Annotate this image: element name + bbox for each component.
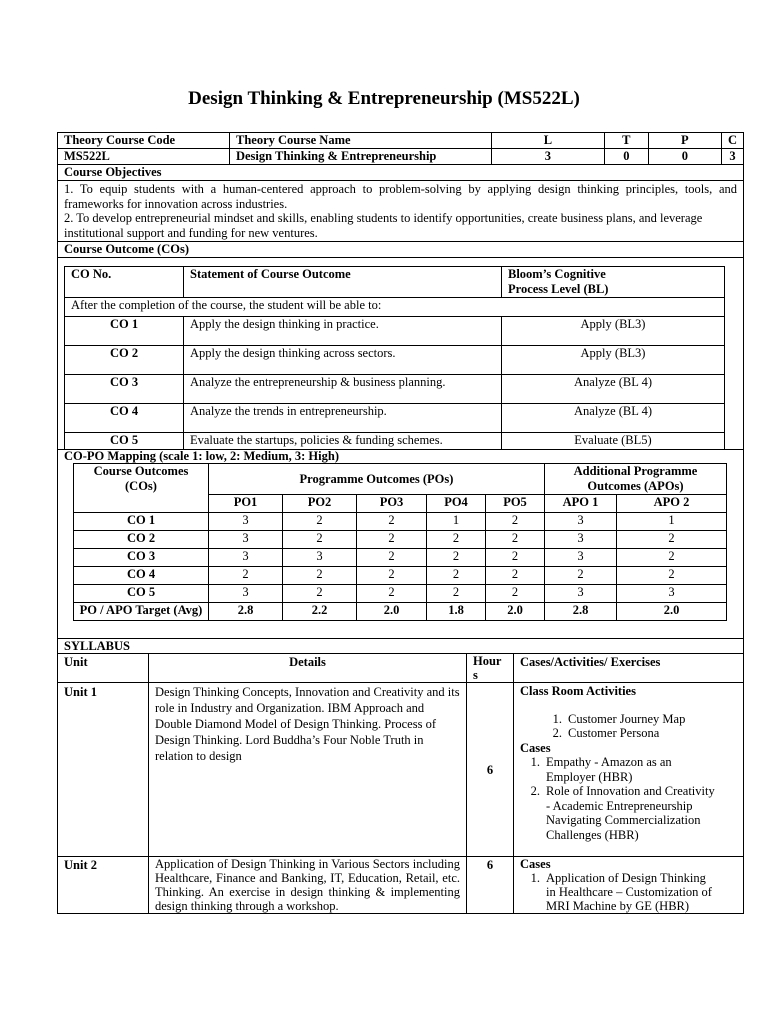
list-item: 1. Empathy - Amazon as an Employer (HBR) xyxy=(530,755,672,784)
co-statement: Apply the design thinking in practice. xyxy=(184,317,502,346)
list-item: 2. Role of Innovation and Creativity - Academic Entrepreneurship Navigating Commercialization Challenges (HBR) xyxy=(530,784,715,842)
mapping-row xyxy=(74,531,727,549)
mapping-value: 2 xyxy=(486,531,545,549)
mapping-value: 3 xyxy=(209,513,283,531)
syllabus-details-header: Details xyxy=(149,654,467,683)
mapping-target-value: 1.8 xyxy=(427,603,486,621)
co-bl-header-line1: Bloom’s Cognitive xyxy=(508,267,606,281)
mapping-value: 2 xyxy=(357,549,427,567)
co-no-header: CO No. xyxy=(65,267,184,298)
syllabus-heading: SYLLABUS xyxy=(58,639,744,654)
cases-list xyxy=(520,755,737,842)
co-bl: Evaluate (BL5) xyxy=(502,433,725,450)
list-item: 1. Application of Design Thinking in Healthcare – Customization of MRI Machine by GE (HBR) xyxy=(530,871,712,913)
mapping-value: 2 xyxy=(486,567,545,585)
header-t: T xyxy=(604,133,648,149)
mapping-co: CO 5 xyxy=(74,585,209,603)
co-bl: Apply (BL3) xyxy=(502,346,725,375)
mapping-row xyxy=(74,585,727,603)
header-c: C xyxy=(721,133,743,149)
mapping-subheader: PO4 xyxy=(427,495,486,513)
course-name: Design Thinking & Entrepreneurship xyxy=(229,149,491,165)
mapping-subheader: APO 1 xyxy=(545,495,617,513)
syllabus-table xyxy=(57,638,744,914)
mapping-target-value: 2.8 xyxy=(545,603,617,621)
cases-heading: Cases xyxy=(520,857,551,871)
mapping-subheader: PO2 xyxy=(283,495,357,513)
syllabus-row xyxy=(58,857,744,914)
mapping-value: 2 xyxy=(427,567,486,585)
mapping-value: 2 xyxy=(283,513,357,531)
cases-heading: Cases xyxy=(520,740,551,755)
mapping-co: CO 2 xyxy=(74,531,209,549)
mapping-value: 2 xyxy=(283,585,357,603)
t-value: 0 xyxy=(604,149,648,165)
mapping-value: 3 xyxy=(545,531,617,549)
mapping-subheader: PO3 xyxy=(357,495,427,513)
syllabus-unit: Unit 2 xyxy=(58,857,149,914)
mapping-value: 3 xyxy=(209,531,283,549)
mapping-value: 2 xyxy=(283,531,357,549)
mapping-value: 3 xyxy=(545,585,617,603)
mapping-target-value: 2.8 xyxy=(209,603,283,621)
co-statement: Apply the design thinking across sectors. xyxy=(184,346,502,375)
syllabus-details: Design Thinking Concepts, Innovation and Creativity and its role in Industry and Organization. IBM Approach and Double Diamond Model of Design Thinking. Process of Design Thinking. Lord Buddha’s Four Noble Truth in relation to design xyxy=(149,683,467,857)
header-p: P xyxy=(648,133,721,149)
mapping-value: 1 xyxy=(617,513,727,531)
header-course-name: Theory Course Name xyxy=(229,133,491,149)
mapping-subheader: PO1 xyxy=(209,495,283,513)
co-statement-header: Statement of Course Outcome xyxy=(184,267,502,298)
syllabus-hours: 6 xyxy=(467,857,514,914)
co-po-mapping-table xyxy=(73,463,727,621)
activities-heading: Class Room Activities xyxy=(520,684,636,698)
mapping-heading: CO-PO Mapping (scale 1: low, 2: Medium, 3: High) xyxy=(64,449,339,463)
co-intro: After the completion of the course, the student will be able to: xyxy=(65,298,725,317)
syllabus-unit-header: Unit xyxy=(58,654,149,683)
mapping-apos-header xyxy=(545,464,727,495)
syllabus-hours-header xyxy=(467,654,514,683)
objective-item: 2. To develop entrepreneurial mindset and skills, enabling students to identify opportunities, create business plans, and leverage institutional support and funding for new ventures. xyxy=(64,211,703,240)
mapping-apos-header-line1: Additional Programme xyxy=(573,464,698,478)
list-item: 2. Customer Persona xyxy=(552,726,660,740)
co-statement: Analyze the trends in entrepreneurship. xyxy=(184,404,502,433)
syllabus-cases xyxy=(514,857,744,914)
mapping-apos-header-line2: Outcomes (APOs) xyxy=(587,479,684,493)
objective-item: 1. To equip students with a human-centered approach to problem-solving by applying design thinking principles, tools, and frameworks for innovation across industries. xyxy=(64,182,737,211)
syllabus-hours: 6 xyxy=(467,683,514,857)
syllabus-row xyxy=(58,683,744,857)
mapping-value: 2 xyxy=(617,567,727,585)
co-id: CO 4 xyxy=(65,404,184,433)
syllabus-unit: Unit 1 xyxy=(58,683,149,857)
course-info-table xyxy=(57,132,744,258)
outcomes-heading: Course Outcome (COs) xyxy=(58,242,744,258)
co-bl-header xyxy=(502,267,725,298)
co-bl: Analyze (BL 4) xyxy=(502,404,725,433)
l-value: 3 xyxy=(491,149,604,165)
mapping-value: 2 xyxy=(617,549,727,567)
mapping-subheader: PO5 xyxy=(486,495,545,513)
syllabus-cases-header: Cases/Activities/ Exercises xyxy=(514,654,744,683)
mapping-value: 3 xyxy=(545,513,617,531)
cases-list xyxy=(520,871,737,913)
mapping-co: CO 4 xyxy=(74,567,209,585)
mapping-value: 2 xyxy=(486,585,545,603)
co-id: CO 2 xyxy=(65,346,184,375)
mapping-value: 2 xyxy=(357,567,427,585)
course-outcomes-table xyxy=(64,266,725,450)
co-id: CO 3 xyxy=(65,375,184,404)
objectives-heading: Course Objectives xyxy=(58,165,744,181)
p-value: 0 xyxy=(648,149,721,165)
mapping-co: CO 1 xyxy=(74,513,209,531)
mapping-co: CO 3 xyxy=(74,549,209,567)
mapping-value: 3 xyxy=(617,585,727,603)
mapping-row xyxy=(74,567,727,585)
syllabus-details: Application of Design Thinking in Various Sectors including Healthcare, Finance and Banking, IT, Education, Retail, etc. Thinking. An exercise in design thinking & implementing design thinking through a workshop. xyxy=(149,857,467,914)
co-bl: Analyze (BL 4) xyxy=(502,375,725,404)
mapping-value: 2 xyxy=(427,585,486,603)
co-id: CO 1 xyxy=(65,317,184,346)
mapping-value: 2 xyxy=(357,585,427,603)
mapping-value: 2 xyxy=(427,549,486,567)
syllabus-cases xyxy=(514,683,744,857)
mapping-target-value: 2.2 xyxy=(283,603,357,621)
mapping-cos-header xyxy=(74,464,209,513)
page-title: Design Thinking & Entrepreneurship (MS522L) xyxy=(188,88,580,109)
mapping-row xyxy=(74,513,727,531)
mapping-value: 3 xyxy=(209,549,283,567)
co-statement: Analyze the entrepreneurship & business planning. xyxy=(184,375,502,404)
mapping-value: 2 xyxy=(209,567,283,585)
header-course-code: Theory Course Code xyxy=(58,133,230,149)
co-statement: Evaluate the startups, policies & funding schemes. xyxy=(184,433,502,450)
mapping-target-value: 2.0 xyxy=(617,603,727,621)
mapping-cos-header-line2: (COs) xyxy=(125,479,157,493)
mapping-value: 1 xyxy=(427,513,486,531)
mapping-value: 2 xyxy=(357,513,427,531)
mapping-value: 3 xyxy=(209,585,283,603)
mapping-target-value: 2.0 xyxy=(357,603,427,621)
mapping-subheader: APO 2 xyxy=(617,495,727,513)
mapping-value: 2 xyxy=(486,549,545,567)
syllabus-hours-header-line2: s xyxy=(473,668,478,682)
mapping-value: 2 xyxy=(283,567,357,585)
co-bl: Apply (BL3) xyxy=(502,317,725,346)
activities-list xyxy=(520,712,737,741)
co-id: CO 5 xyxy=(65,433,184,450)
c-value: 3 xyxy=(721,149,743,165)
mapping-value: 3 xyxy=(545,549,617,567)
mapping-target-row xyxy=(74,603,727,621)
mapping-value: 2 xyxy=(545,567,617,585)
mapping-target-label: PO / APO Target (Avg) xyxy=(74,603,209,621)
mapping-value: 2 xyxy=(427,531,486,549)
mapping-row xyxy=(74,549,727,567)
mapping-pos-header: Programme Outcomes (POs) xyxy=(209,464,545,495)
mapping-target-value: 2.0 xyxy=(486,603,545,621)
co-bl-header-line2: Process Level (BL) xyxy=(508,282,609,296)
syllabus-hours-header-line1: Hour xyxy=(473,654,502,668)
mapping-value: 3 xyxy=(283,549,357,567)
list-item: 1. Customer Journey Map xyxy=(552,711,686,726)
mapping-value: 2 xyxy=(486,513,545,531)
mapping-value: 2 xyxy=(617,531,727,549)
mapping-cos-header-line1: Course Outcomes xyxy=(93,464,189,478)
course-code: MS522L xyxy=(58,149,230,165)
mapping-value: 2 xyxy=(357,531,427,549)
header-l: L xyxy=(491,133,604,149)
